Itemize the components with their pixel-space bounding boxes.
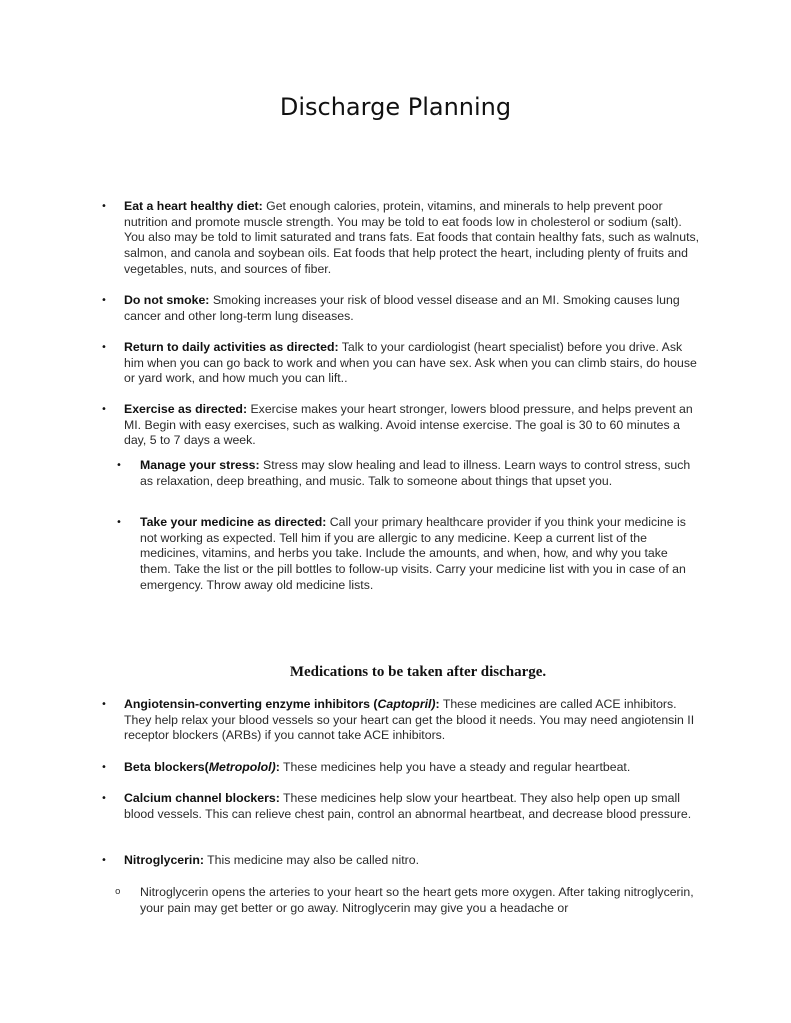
bullet-icon: • <box>101 793 107 804</box>
bullet-icon: • <box>101 855 107 866</box>
item-term: Return to daily activities as directed: <box>124 340 339 354</box>
bullet-icon: • <box>101 342 107 353</box>
item-text: Exercise makes your heart stronger, lowers blood pressure, and helps prevent an MI. Begin with easy exercises, such as walking. Avoid intense exercise. The goal is 30 to 60 minutes a day, 5 to 7 days a week. <box>124 402 693 448</box>
item-term: Beta blockers(Metropolol): <box>124 760 280 774</box>
item-text: Talk to your cardiologist (heart specialist) before you drive. Ask him when you can go back to work and when you can have sex. Ask when you can climb stairs, do house or yard work, and how much you can lift.. <box>124 340 697 386</box>
item-text: These medicines help you have a steady and regular heartbeat. <box>279 760 631 774</box>
item-term: Exercise as directed: <box>124 402 248 416</box>
drug-name: Captopril) <box>377 697 436 711</box>
item-term: Take your medicine as directed: <box>140 515 327 529</box>
drug-name: Metropolol) <box>208 760 276 774</box>
item-text: Smoking increases your risk of blood vessel disease and an MI. Smoking causes lung cancer and other long-term lung diseases. <box>124 293 680 323</box>
page-title: Discharge Planning <box>279 93 512 121</box>
bullet-icon: • <box>101 404 107 415</box>
circle-bullet-icon: o <box>115 887 121 897</box>
item-text: Nitroglycerin opens the arteries to your heart so the heart gets more oxygen. After taking nitroglycerin, your pain may get better or go away. Nitroglycerin may give you a headache or <box>140 885 694 915</box>
bullet-icon: • <box>101 762 107 773</box>
item-text: These medicines help slow your heartbeat. They also help open up small blood vessels. This can relieve chest pain, control an abnormal heartbeat, and decrease blood pressure. <box>124 791 692 821</box>
bullet-icon: • <box>101 201 107 212</box>
bullet-icon: • <box>101 699 107 710</box>
item-text: Get enough calories, protein, vitamins, and minerals to help prevent poor nutrition and promote muscle strength. You may be told to eat foods low in cholesterol or sodium (salt). You also may be told to limit saturated and trans fats. Eat foods that contain healthy fats, such as walnuts, salmon, and canola and soybean oils. Eat foods that help protect the heart, including plenty of fruits and vegetables, nuts, and sources of fiber. <box>124 199 700 276</box>
item-term: Angiotensin-converting enzyme inhibitors (Captopril): <box>124 697 440 711</box>
item-term: Calcium channel blockers: <box>124 791 280 805</box>
item-text: These medicines are called ACE inhibitors. They help relax your blood vessels so your heart can get the blood it needs. You may need angiotensin II receptor blockers (ARBs) if you cannot take ACE inhibitors. <box>124 697 695 743</box>
item-term: Manage your stress: <box>140 458 260 472</box>
item-text: This medicine may also be called nitro. <box>203 853 420 867</box>
item-term: Nitroglycerin: <box>124 853 204 867</box>
item-term: Do not smoke: <box>124 293 210 307</box>
item-text: Stress may slow healing and lead to illness. Learn ways to control stress, such as relaxation, deep breathing, and music. Talk to someone about things that upset you. <box>140 458 691 488</box>
bullet-icon: • <box>101 295 107 306</box>
bullet-icon: • <box>116 460 122 471</box>
bullet-icon: • <box>116 517 122 528</box>
medications-heading: Medications to be taken after discharge. <box>289 664 547 680</box>
item-term: Eat a heart healthy diet: <box>124 199 263 213</box>
item-text: Call your primary healthcare provider if you think your medicine is not working as expected. Tell him if you are allergic to any medicine. Keep a current list of the medicines, vitamins, and herbs you take. Include the amounts, and when, how, and why you take them. Take the list or the pill bottles to follow-up visits. Carry your medicine list with you in case of an emergency. Throw away old medicine lists. <box>140 515 686 592</box>
